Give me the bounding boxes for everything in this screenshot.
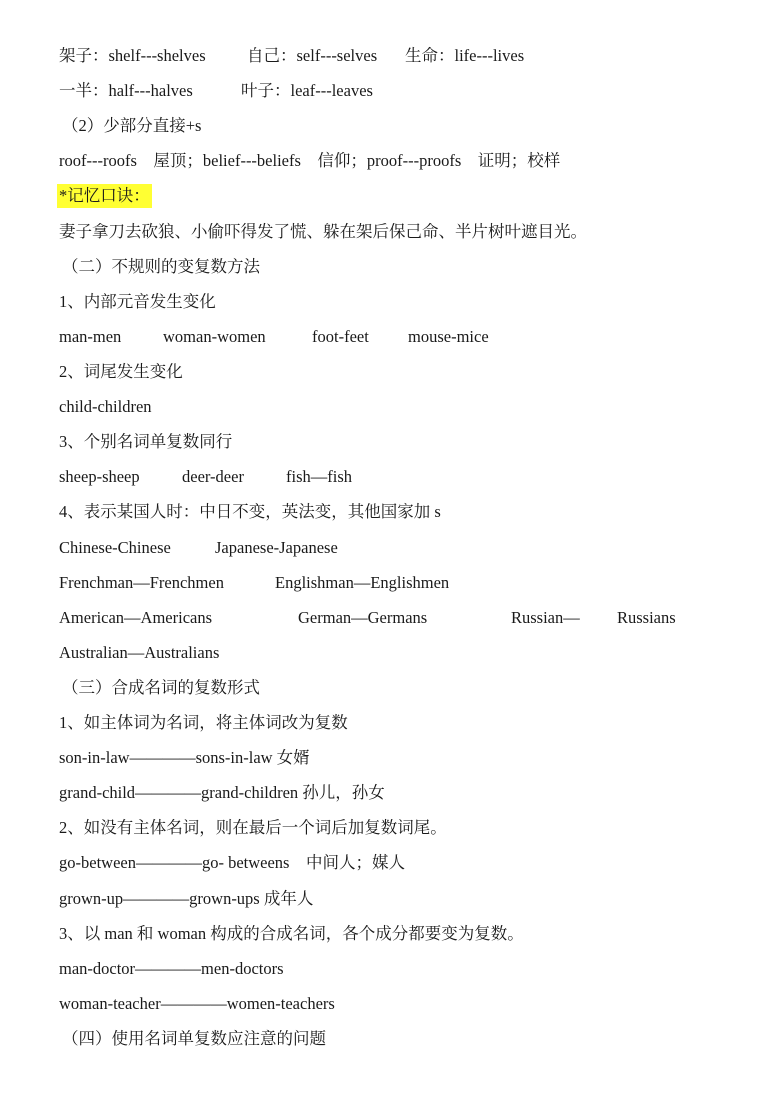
word-pair: deer-deer [182,467,244,486]
word-pair: American—Americans [59,608,213,627]
word-pair: 自己：self---selves [247,46,378,65]
word-pair: Chinese-Chinese [59,538,171,557]
word-pair: grand-child————grand-children 孙儿，孙女 [59,783,385,802]
word-pair: go-between————go- betweens 中间人；媒人 [59,853,405,872]
word-pair: son-in-law————sons-in-law 女婿 [59,748,310,767]
word-pair: 架子：shelf---shelves [59,46,206,65]
word-pair: 一半：half---halves [59,81,193,100]
word-pair: Australian—Australians [59,643,220,662]
word-pair: Japanese-Japanese [215,538,338,557]
word-pair: foot-feet [312,327,369,346]
word-pair: Russian— [511,608,580,627]
word-pair: Frenchman—Frenchmen [59,573,224,592]
word-pair: child-children [59,397,152,416]
word-pair: sheep-sheep [59,467,140,486]
word-pair: mouse-mice [408,327,489,346]
word-pair: Englishman—Englishmen [275,573,450,592]
word-pair: 生命：life---lives [405,46,525,65]
word-pair: woman-women [163,327,266,346]
word-pair: 叶子：leaf---leaves [241,81,373,100]
word-pair: man-men [59,327,122,346]
word-pair: grown-up————grown-ups 成年人 [59,889,314,908]
word-pair: fish—fish [286,467,352,486]
word-pair: Russians [617,608,676,627]
word-pair: woman-teacher————women-teachers [59,994,335,1013]
word-pair: German—Germans [298,608,428,627]
word-pair: man-doctor————men-doctors [59,959,284,978]
